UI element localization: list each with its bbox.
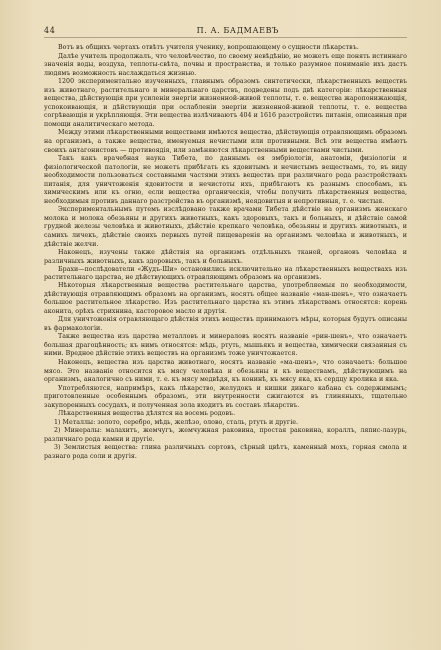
list-item: 2) Минералы: малахитъ, жемчугъ, жемчужная раковина, простая раковина, кораллъ, ляпис-лазурь, различнаго рода камни и другіе. [44, 427, 407, 443]
list-item: 3) Землистыя вещества: глина различныхъ сортовъ, сѣрный цвѣтъ, каменный мохъ, горная смола и разнаго рода соли и другія. [44, 444, 407, 460]
paragraph: Наконецъ, вещества изъ царства животнаго, носятъ названіе «ма-шенъ», что означаетъ: большое мясо. Это названіе относится къ мясу человѣка и обезьяны и къ веществамъ, дѣйствующимъ на организмъ, аналогично съ ними, т. е. къ мясу медвѣдя, къ конинѣ, къ мясу яка, къ сердцу кролика и яка. [44, 358, 407, 384]
paragraph: Вотъ въ общихъ чертахъ отвѣтъ учителя ученику, вопрошающему о сущности лѣкарствъ. [58, 44, 359, 51]
paragraph: Такъ какъ врачебная наука Тибета, по даннымъ ея эмбріологіи, анатоміи, физіологіи и физіологической патологіи, не можетъ прибѣгать къ ядовитымъ и нечистымъ веществамъ, то, въ виду необходимости пользоваться составными частями этихъ веществъ при различнаго рода разстройствахъ питанія, для уничтоженія ядовитости и нечистоты ихъ, прибѣгаютъ къ разнымъ способамъ, къ химическимъ или къ огню, если вещества органическія, чтобы получить лѣкарственныя вещества, необходимыя противъ даннаго разстройства въ организмѣ, неядовитыя и непротивныя, т. е. чистыя. [44, 155, 407, 205]
running-head [44, 26, 407, 38]
paragraph: Нѣкоторыя лѣкарственныя вещества растительнаго царства, употребляемыя по необходимости, дѣйствующія отравляющимъ образомъ на организмъ, носятъ общее названіе «ман-шенъ», что означаетъ большое растительное лѣкарство. Изъ растительнаго царства къ этимъ лѣкарствамъ относятся: корень аконита, орѣхъ стрихнина, касторовое масло и другія. [44, 282, 407, 315]
page-number: 44 [44, 26, 56, 35]
paragraph: Употребляются, напримѣръ, какъ лѣкарство, желудокъ и кишки дикаго кабана съ содержимымъ; приготовленные особеннымъ образомъ, эти внутренности сжигаются въ глиняныхъ, тщательно закупоренныхъ сосудахъ, и полученная зола входитъ въ составъ лѣкарствъ. [44, 384, 407, 409]
paragraph: Далѣе учитель продолжалъ, что человѣчество, по своему невѣдѣнію, не можетъ еще понять истиннаго значенія воды, воздуха, теплоты-свѣта, почвы и пространства, и только разумное пониманіе ихъ дастъ людямъ возможность наслаждаться жизнью. [44, 52, 407, 77]
running-title: П. А. БАДМАЕВЪ [196, 26, 279, 35]
paragraph: Брахи—послѣдователи «Жудъ-Ши» остановились исключительно на лѣкарственныхъ веществахъ изъ растительнаго царства, не дѣйствующихъ отравляющимъ образомъ на организмъ. [44, 266, 407, 282]
paragraph: Для уничтоженія отравляющаго дѣйствія этихъ веществъ принимаютъ мѣры, которыя будутъ описаны въ фармакологіи. [44, 316, 407, 332]
paragraph: Также вещества изъ царства металловъ и минераловъ носятъ названіе «рин-шенъ», что означаетъ большая драгоцѣнность; къ нимъ относятся: мѣдь, ртуть, мышьякъ и вещества, химически связанныя съ ними. Вредное дѣйствіе этихъ веществъ на организмъ тоже уничтожается. [44, 333, 407, 358]
paragraph: Экспериментальнымъ путемъ изслѣдовано также врачами Тибета дѣйствіе на организмъ женскаго молока и молока обезьяны и другихъ животныхъ, какъ здоровыхъ, такъ и больныхъ, и дѣйствіе самой грудной железы человѣка и животныхъ, дѣйствіе крепкаго человѣка, обезьяны и другихъ животныхъ, и самихъ личекъ, дѣйствіе своихъ первыхъ путей пищеваренія на организмъ человѣка и животныхъ, и дѣйствіе желчи. [44, 206, 407, 248]
list-item: 1) Металлы: золото, серебро, мѣдь, желѣзо, олово, сталь, ртуть и другіе. [54, 418, 299, 426]
paragraph: Между этими лѣкарственными веществами имѣются вещества, дѣйствующія отравляющимъ образомъ на организмъ, а также вещества, именуемыя нечистыми или противными. Всѣ эти вещества имѣютъ своихъ антагонистовъ — противоядія, или замѣняются лѣкарственными веществами чистыми. [44, 129, 407, 154]
paragraph: Лѣкарственныя вещества дѣлятся на восемь родовъ. [58, 410, 236, 418]
body-text [44, 44, 407, 462]
paragraph: Наконецъ, изучены также дѣйствія на организмъ отдѣльныхъ тканей, органовъ человѣка и различныхъ животныхъ, какъ здоровыхъ, такъ и больныхъ. [44, 249, 407, 265]
paragraph: 1200 экспериментально изученныхъ, главнымъ образомъ синтетически, лѣкарственныхъ веществъ изъ животнаго, растительнаго и минеральнаго царствъ, подведены подъ двѣ категоріи: лѣкарственныя вещества, дѣйствующія при усиленіи энергіи жизненной-живой теплоты, т. е. вещества жаропонижающія, успокоивающія, и дѣйствующія при ослабленіи энергіи жизненной-живой теплоты, т. е. вещества согрѣвающія и укрѣпляющія. Эти вещества излѣчиваютъ 404 и 1616 разстройствъ питанія, описанныя при помощи аналитическаго метода. [44, 78, 407, 128]
